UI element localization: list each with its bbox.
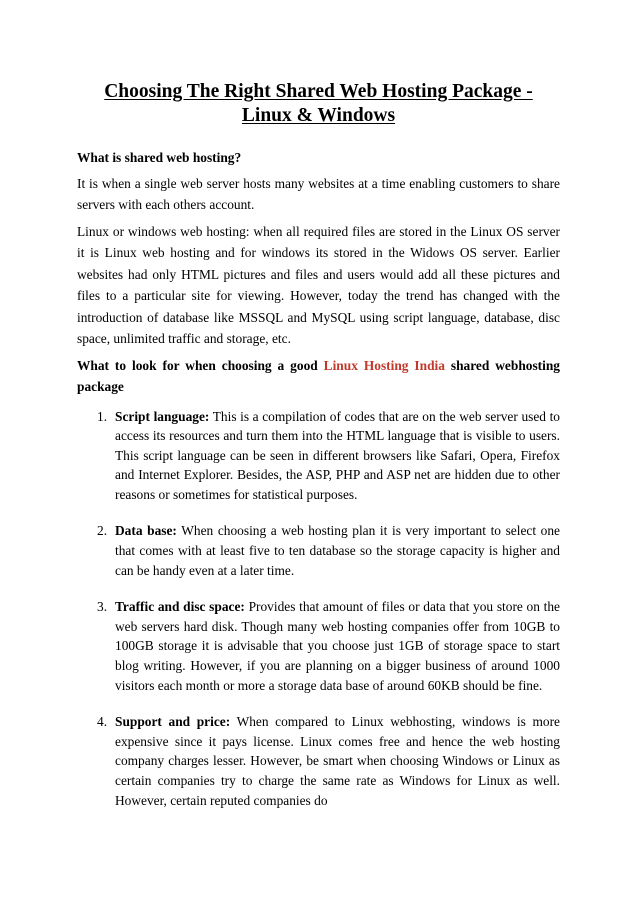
title-line-1: Choosing The Right Shared Web Hosting Package - <box>104 81 533 102</box>
page-title <box>77 80 560 128</box>
list-item-data-base <box>77 521 560 580</box>
list-item-number: 2. <box>97 523 108 539</box>
page-content <box>77 80 560 827</box>
list-item-term: Support and price: <box>115 714 231 730</box>
list-item-text: When compared to Linux webhosting, windows is more expensive since it pays license. Linux comes free and hence the web hosting company charges lesser. However, be smart when choosing Windows or Linux as certain companies try to charge the same rate as Windows for Linux as well. However, certain reputed companies do <box>115 714 560 808</box>
list-item-number: 4. <box>97 714 108 730</box>
section-heading-what-to-look-for <box>77 355 560 398</box>
list-item-support-price <box>77 712 560 810</box>
list-item-term: Data base: <box>115 523 177 539</box>
section-heading-shared-hosting: What is shared web hosting? <box>77 150 242 165</box>
list-item-number: 3. <box>97 599 108 615</box>
list-item-traffic-disc-space <box>77 597 560 695</box>
list-item-text: This is a compilation of codes that are on the web server used to access its resources and turn them into the HTML language that is visible to users. This script language can be seen in different browsers like Safari, Opera, Firefox and Internet Explorer. Besides, the ASP, PHP and ASP net are hidden due to other reasons or sometimes for statistical purposes. <box>115 408 561 502</box>
list-item-text: Provides that amount of files or data that you store on the web servers hard disk. Though many web hosting companies offer from 10GB to 100GB storage it is advisable that you choose just 1GB of storage space to start blog writing. However, if you are planning on a bigger business of around 1000 visitors each month or more a storage data base of around 60KB should be fine. <box>115 599 560 693</box>
list-item-term: Script language: <box>115 408 210 424</box>
paragraph-definition: It is when a single web server hosts many websites at a time enabling customers to share servers with each others account. <box>77 175 560 212</box>
criteria-list <box>77 407 560 811</box>
list-item-script-language <box>77 407 560 505</box>
paragraph-linux-windows: Linux or windows web hosting: when all required files are stored in the Linux OS server it is Linux web hosting and for windows its stored in the Widows OS server. Earlier websites had only HTML pictures and files and users would add all these pictures and files to a particular site for viewing. However, today the trend has changed with the introduction of database like MSSQL and MySQL using script language, database, disc space, unlimited traffic and storage, etc. <box>77 223 560 346</box>
list-item-number: 1. <box>97 408 108 424</box>
heading-text-before: What to look for when choosing a good <box>77 357 324 373</box>
list-item-term: Traffic and disc space: <box>115 599 245 615</box>
title-line-2: Linux & Windows <box>241 105 396 126</box>
heading-text-after: shared webhosting package <box>77 357 560 394</box>
list-item-text: When choosing a web hosting plan it is very important to select one that comes with at least five to ten database so the storage capacity is higher and can be handy even at a later time. <box>115 523 561 578</box>
linux-hosting-india-link[interactable]: Linux Hosting India <box>323 357 445 373</box>
